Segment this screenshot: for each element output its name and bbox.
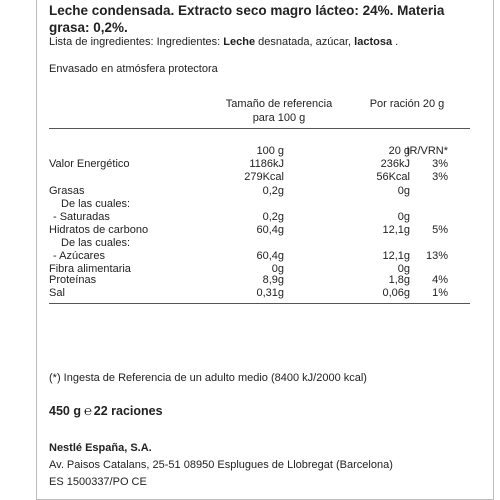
subheader-ir: IR/VRN* [406,145,448,157]
net-weight [49,403,163,418]
row-value-20g: 0g [397,185,410,197]
row-value-ir: 13% [425,250,448,262]
row-value-100g: 60,4g [256,224,284,236]
row-value-20g: 0g [397,211,410,223]
row-label: - Saturadas [53,211,110,223]
ingredients-middle: desnatada, azúcar, [255,36,355,48]
row-value-100g: 279Kcal [244,171,284,183]
health-registry-code: ES 1500337/PO CE [49,476,147,488]
row-value-20g: 12,1g [382,250,410,262]
row-value-20g: 0,06g [382,287,410,299]
row-label: De las cuales: [61,198,131,210]
row-value-100g: 8,9g [262,274,284,286]
row-value-ir: 1% [432,287,448,299]
row-value-ir: 3% [432,158,448,170]
ingredient-milk: Leche [223,36,256,48]
ingredients-suffix: . [392,36,399,48]
header-reference-size [217,97,341,125]
row-value-ir: 5% [432,224,448,236]
header-divider-top [49,128,470,129]
row-value-100g: 60,4g [256,250,284,262]
net-weight-amount: 450 g [49,404,81,418]
row-value-20g: 236kJ [380,158,410,170]
table-divider-bottom [49,303,470,304]
row-value-100g: 0,2g [262,185,284,197]
row-value-100g: 0,31g [256,287,284,299]
header-reference-line2: para 100 g [252,112,306,124]
product-title: Leche condensada. Extracto seco magro lácteo: 24%. Materia grasa: 0,2%. [49,3,445,35]
row-label: - Azúcares [53,250,105,262]
nutrition-label [36,0,494,500]
row-value-100g: 0,2g [262,211,284,223]
ingredients-list [49,36,398,49]
company-address: Av. Paisos Catalans, 25-51 08950 Esplugues de Llobregat (Barcelona) [49,459,393,471]
company-name: Nestlé España, S.A. [49,442,152,454]
row-label: Sal [49,287,65,299]
row-label: Grasas [49,185,85,197]
row-value-20g: 0g [397,263,410,275]
header-reference-line1: Tamaño de referencia [225,98,333,110]
estimated-sign-icon: ℮ [83,403,92,418]
subheader-20g: 20 g [388,145,410,157]
row-value-ir: 3% [432,171,448,183]
row-value-20g: 56Kcal [376,171,410,183]
subheader-100g: 100 g [256,145,284,157]
packaging-note: Envasado en atmósfera protectora [49,63,218,75]
row-label: Proteínas [49,274,97,286]
row-label: Valor Energético [49,158,130,170]
row-value-20g: 12,1g [382,224,410,236]
header-portion: Por ración 20 g [369,98,445,110]
row-label: Hidratos de carbono [49,224,149,236]
reference-intake-footnote: (*) Ingesta de Referencia de un adulto medio (8400 kJ/2000 kcal) [49,372,367,384]
row-value-20g: 1,8g [388,274,410,286]
portion-count: 22 raciones [93,404,163,418]
row-value-100g: 1186kJ [249,158,284,170]
row-label: De las cuales: [61,237,131,249]
ingredient-lactose: lactosa [354,36,393,48]
row-value-100g: 0g [271,263,284,275]
row-value-ir: 4% [432,274,448,286]
row-label: Fibra alimentaria [49,263,131,275]
ingredients-prefix: Lista de ingredientes: Ingredientes: [49,36,224,48]
